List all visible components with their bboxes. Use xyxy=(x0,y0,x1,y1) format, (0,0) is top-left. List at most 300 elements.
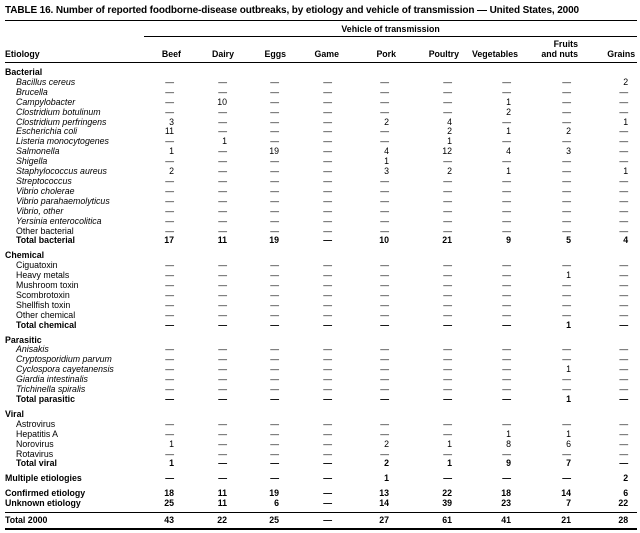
value-cell: — xyxy=(502,86,511,97)
span-header-row xyxy=(5,21,637,37)
value-cell: — xyxy=(270,344,279,355)
row-label: Unknown etiology xyxy=(5,498,81,509)
value-cell: — xyxy=(270,225,279,236)
value-cell: 9 xyxy=(506,235,511,246)
value-cell: — xyxy=(323,448,332,459)
value-cell: 10 xyxy=(379,235,389,246)
value-cell: — xyxy=(619,418,629,429)
data-row xyxy=(5,167,637,177)
value-cell: — xyxy=(270,185,279,196)
value-cell: — xyxy=(323,235,332,246)
value-cell: — xyxy=(562,260,571,271)
value-cell: — xyxy=(380,384,389,395)
value-cell: — xyxy=(218,280,227,291)
value-cell: — xyxy=(165,280,174,291)
column-header-label: Eggs xyxy=(264,48,286,59)
value-cell: — xyxy=(323,384,332,395)
value-cell: 1 xyxy=(623,166,629,177)
value-cell: — xyxy=(562,166,571,177)
value-cell: — xyxy=(323,195,332,206)
value-cell: — xyxy=(502,319,511,330)
value-cell: 11 xyxy=(217,235,227,246)
value-cell: — xyxy=(562,280,571,291)
value-cell: 1 xyxy=(506,428,511,439)
value-cell: — xyxy=(562,225,571,236)
value-cell: — xyxy=(270,394,279,404)
value-cell: — xyxy=(218,384,227,395)
value-cell: — xyxy=(619,280,629,291)
value-cell: — xyxy=(270,116,279,127)
column-header-label: Fruits xyxy=(553,39,578,49)
value-cell: — xyxy=(270,289,279,300)
value-cell: 9 xyxy=(506,458,511,469)
value-cell: — xyxy=(502,136,511,147)
value-cell: — xyxy=(619,146,629,157)
row-label: Total chemical xyxy=(16,319,77,330)
data-row xyxy=(5,177,637,187)
value-cell: — xyxy=(443,319,452,330)
value-cell: — xyxy=(218,270,227,281)
row-label: Total viral xyxy=(16,458,57,469)
value-cell: — xyxy=(270,166,279,177)
value-cell: — xyxy=(288,513,341,529)
value-cell: — xyxy=(165,270,174,281)
value-cell: — xyxy=(323,374,332,385)
value-cell: — xyxy=(443,418,452,429)
value-cell: — xyxy=(323,488,332,499)
row-label: Hepatitis A xyxy=(16,428,59,439)
value-cell: — xyxy=(270,86,279,97)
value-cell: — xyxy=(165,156,174,167)
value-cell: — xyxy=(619,438,629,449)
value-cell: — xyxy=(380,354,389,365)
data-row xyxy=(5,147,637,157)
value-cell: — xyxy=(323,473,332,484)
value-cell: — xyxy=(380,418,389,429)
value-cell: — xyxy=(323,344,332,355)
value-cell: — xyxy=(619,195,629,206)
value-cell: — xyxy=(165,309,174,320)
row-label: Mushroom toxin xyxy=(16,280,79,291)
value-cell: — xyxy=(562,86,571,97)
value-cell: 19 xyxy=(269,488,279,499)
value-cell: — xyxy=(323,146,332,157)
value-cell: — xyxy=(323,185,332,196)
value-cell: 1 xyxy=(447,136,452,147)
data-row xyxy=(5,321,637,331)
value-cell: — xyxy=(619,86,629,97)
value-cell: — xyxy=(619,175,629,186)
value-cell: — xyxy=(562,473,571,484)
value-cell: 10 xyxy=(217,96,227,107)
value-cell: — xyxy=(270,126,279,137)
row-label: Vibrio cholerae xyxy=(16,185,75,196)
value-cell: — xyxy=(562,96,571,107)
data-row xyxy=(5,137,637,147)
value-cell: — xyxy=(502,225,511,236)
section-header-row xyxy=(5,63,637,78)
value-cell: — xyxy=(323,156,332,167)
value-cell: — xyxy=(218,225,227,236)
value-cell: — xyxy=(218,428,227,439)
column-header-label: Poultry xyxy=(428,48,459,59)
value-cell: — xyxy=(218,76,227,87)
value-cell: — xyxy=(165,86,174,97)
value-cell: — xyxy=(443,354,452,365)
value-cell: — xyxy=(270,270,279,281)
value-cell: — xyxy=(218,448,227,459)
data-row xyxy=(5,291,637,301)
value-cell: — xyxy=(323,299,332,310)
table-body xyxy=(5,63,637,529)
value-cell: — xyxy=(502,418,511,429)
row-label: Clostridium perfringens xyxy=(16,116,107,127)
value-cell: — xyxy=(323,498,332,509)
data-row xyxy=(5,281,637,291)
value-cell: — xyxy=(165,344,174,355)
column-header xyxy=(398,37,461,63)
value-cell: — xyxy=(380,175,389,186)
footer-row xyxy=(5,484,637,499)
value-cell: 6 xyxy=(566,438,571,449)
value-cell: — xyxy=(323,260,332,271)
value-cell: — xyxy=(380,270,389,281)
value-cell: — xyxy=(323,289,332,300)
value-cell: — xyxy=(562,106,571,117)
row-label: Anisakis xyxy=(16,344,49,355)
value-cell: 4 xyxy=(623,235,629,246)
value-cell: — xyxy=(165,215,174,226)
value-cell: — xyxy=(165,374,174,385)
value-cell: 1 xyxy=(506,166,511,177)
value-cell: — xyxy=(502,299,511,310)
value-cell: — xyxy=(619,309,629,320)
value-cell: — xyxy=(165,394,174,404)
row-label: Trichinella spiralis xyxy=(16,384,86,395)
value-cell: — xyxy=(380,289,389,300)
row-label: Cryptosporidium parvum xyxy=(16,354,112,365)
value-cell: — xyxy=(443,215,452,226)
value-cell: — xyxy=(443,394,452,404)
row-label: Salmonella xyxy=(16,146,60,157)
column-header xyxy=(461,37,520,63)
value-cell: — xyxy=(323,364,332,375)
value-cell: 22 xyxy=(183,513,236,529)
data-row xyxy=(5,459,637,469)
value-cell: — xyxy=(443,374,452,385)
value-cell: — xyxy=(323,225,332,236)
data-row xyxy=(5,375,637,385)
value-cell: 1 xyxy=(506,96,511,107)
value-cell: — xyxy=(619,225,629,236)
value-cell: — xyxy=(165,205,174,216)
value-cell: — xyxy=(562,185,571,196)
value-cell: — xyxy=(218,126,227,137)
value-cell: — xyxy=(270,195,279,206)
value-cell: — xyxy=(380,205,389,216)
span-header-label: Vehicle of transmission xyxy=(144,21,637,37)
data-row xyxy=(5,197,637,207)
value-cell: — xyxy=(218,166,227,177)
value-cell: — xyxy=(380,344,389,355)
value-cell: — xyxy=(443,384,452,395)
value-cell: — xyxy=(323,428,332,439)
value-cell: — xyxy=(270,175,279,186)
value-cell: — xyxy=(619,156,629,167)
value-cell: — xyxy=(218,289,227,300)
row-label: Other bacterial xyxy=(16,225,74,236)
section-header: Bacterial xyxy=(5,67,43,77)
value-cell: 2 xyxy=(384,116,389,127)
value-cell: — xyxy=(380,309,389,320)
value-cell: 25 xyxy=(164,498,174,509)
value-cell: — xyxy=(218,418,227,429)
value-cell: — xyxy=(270,299,279,310)
value-cell: — xyxy=(380,374,389,385)
value-cell: — xyxy=(218,458,227,469)
value-cell: — xyxy=(443,205,452,216)
value-cell: 27 xyxy=(341,513,398,529)
value-cell: — xyxy=(270,136,279,147)
value-cell: — xyxy=(443,96,452,107)
data-row xyxy=(5,385,637,395)
footer-row xyxy=(5,469,637,484)
value-cell: — xyxy=(619,364,629,375)
value-cell: — xyxy=(562,205,571,216)
value-cell: — xyxy=(562,76,571,87)
value-cell: — xyxy=(270,473,279,484)
row-label: Rotavirus xyxy=(16,448,54,459)
value-cell: — xyxy=(380,96,389,107)
value-cell: — xyxy=(323,319,332,330)
row-label: Multiple etiologies xyxy=(5,473,82,484)
value-cell: — xyxy=(562,299,571,310)
value-cell: — xyxy=(443,289,452,300)
value-cell: — xyxy=(619,394,629,404)
value-cell: 2 xyxy=(623,76,629,87)
value-cell: 11 xyxy=(164,126,174,137)
column-header-label: Beef xyxy=(161,48,181,59)
value-cell: 19 xyxy=(269,146,279,157)
value-cell: — xyxy=(562,309,571,320)
value-cell: 11 xyxy=(217,498,227,509)
value-cell: — xyxy=(323,270,332,281)
value-cell: — xyxy=(165,106,174,117)
data-row xyxy=(5,261,637,271)
value-cell: 18 xyxy=(164,488,174,499)
value-cell: — xyxy=(323,280,332,291)
value-cell: — xyxy=(562,215,571,226)
value-cell: 18 xyxy=(501,488,511,499)
value-cell: — xyxy=(619,185,629,196)
value-cell: 1 xyxy=(566,270,571,281)
value-cell: — xyxy=(323,458,332,469)
value-cell: — xyxy=(323,106,332,117)
row-label: Confirmed etiology xyxy=(5,488,86,499)
value-cell: 2 xyxy=(447,126,452,137)
value-cell: — xyxy=(218,319,227,330)
value-cell: — xyxy=(323,205,332,216)
value-cell: — xyxy=(270,156,279,167)
row-label: Cyclospora cayetanensis xyxy=(16,364,114,375)
row-label: Other chemical xyxy=(16,309,76,320)
value-cell: 1 xyxy=(447,438,452,449)
value-cell: — xyxy=(619,344,629,355)
value-cell: — xyxy=(619,126,629,137)
value-cell: — xyxy=(323,96,332,107)
value-cell: — xyxy=(218,354,227,365)
value-cell: — xyxy=(165,299,174,310)
value-cell: 1 xyxy=(384,473,389,484)
value-cell: 5 xyxy=(566,235,571,246)
column-header-row xyxy=(5,37,637,63)
row-label: Norovirus xyxy=(16,438,54,449)
value-cell: 2 xyxy=(623,473,629,484)
data-row xyxy=(5,365,637,375)
row-label: Vibrio parahaemolyticus xyxy=(16,195,110,206)
value-cell: 1 xyxy=(623,116,629,127)
value-cell: — xyxy=(619,289,629,300)
value-cell: 17 xyxy=(164,235,174,246)
value-cell: 2 xyxy=(566,126,571,137)
value-cell: 11 xyxy=(217,488,227,499)
value-cell: — xyxy=(502,116,511,127)
value-cell: — xyxy=(270,364,279,375)
column-header-label: Game xyxy=(314,48,339,59)
value-cell: — xyxy=(562,156,571,167)
row-label: Clostridium botulinum xyxy=(16,106,101,117)
value-cell: — xyxy=(380,185,389,196)
value-cell: — xyxy=(619,96,629,107)
column-header xyxy=(520,37,580,63)
value-cell: — xyxy=(502,280,511,291)
data-row xyxy=(5,450,637,460)
column-header-label: and nuts xyxy=(541,48,578,59)
value-cell: — xyxy=(619,319,629,330)
value-cell: — xyxy=(218,309,227,320)
value-cell: — xyxy=(323,76,332,87)
value-cell: 2 xyxy=(506,106,511,117)
value-cell: — xyxy=(502,384,511,395)
value-cell: — xyxy=(270,309,279,320)
value-cell: — xyxy=(619,299,629,310)
column-header-label: Dairy xyxy=(211,48,234,59)
value-cell: — xyxy=(443,344,452,355)
value-cell: — xyxy=(218,215,227,226)
value-cell: 22 xyxy=(618,498,629,509)
value-cell: — xyxy=(443,156,452,167)
value-cell: — xyxy=(270,205,279,216)
section-header: Chemical xyxy=(5,250,45,261)
row-label: Total 2000 xyxy=(5,513,144,529)
value-cell: — xyxy=(380,195,389,206)
value-cell: — xyxy=(443,280,452,291)
value-cell: — xyxy=(502,448,511,459)
value-cell: — xyxy=(165,428,174,439)
column-header-label: Vegetables xyxy=(472,48,518,59)
value-cell: — xyxy=(323,116,332,127)
outbreaks-table xyxy=(5,21,637,530)
value-cell: — xyxy=(619,458,629,469)
value-cell: — xyxy=(619,374,629,385)
row-label: Bacillus cereus xyxy=(16,76,76,87)
row-label: Yersinia enterocolitica xyxy=(16,215,102,226)
value-cell: 22 xyxy=(442,488,452,499)
value-cell: 41 xyxy=(461,513,520,529)
section-header: Viral xyxy=(5,408,24,419)
value-cell: 3 xyxy=(566,146,571,157)
value-cell: — xyxy=(270,438,279,449)
value-cell: — xyxy=(619,260,629,271)
value-cell: — xyxy=(380,225,389,236)
value-cell: — xyxy=(165,136,174,147)
value-cell: — xyxy=(270,384,279,395)
value-cell: — xyxy=(502,260,511,271)
section-header-row xyxy=(5,246,637,261)
value-cell: 23 xyxy=(501,498,511,509)
value-cell: — xyxy=(165,195,174,206)
section-header-row xyxy=(5,331,637,346)
value-cell: — xyxy=(562,354,571,365)
value-cell: — xyxy=(619,448,629,459)
value-cell: — xyxy=(270,96,279,107)
data-row xyxy=(5,88,637,98)
value-cell: 7 xyxy=(566,458,571,469)
value-cell: — xyxy=(165,76,174,87)
value-cell: 1 xyxy=(169,438,174,449)
row-label: Escherichia coli xyxy=(16,126,78,137)
value-cell: — xyxy=(562,136,571,147)
value-cell: — xyxy=(502,289,511,300)
value-cell: — xyxy=(380,86,389,97)
value-cell: 21 xyxy=(442,235,452,246)
value-cell: 4 xyxy=(384,146,389,157)
value-cell: — xyxy=(502,156,511,167)
value-cell: — xyxy=(443,364,452,375)
value-cell: — xyxy=(380,76,389,87)
data-row xyxy=(5,227,637,237)
value-cell: — xyxy=(443,175,452,186)
row-label: Ciguatoxin xyxy=(16,260,58,271)
row-label: Staphylococcus aureus xyxy=(16,166,107,177)
table-title: TABLE 16. Number of reported foodborne-disease outbreaks, by etiology and vehicle of transmission — United States, 2000 xyxy=(5,4,637,21)
value-cell: — xyxy=(218,106,227,117)
value-cell: — xyxy=(502,76,511,87)
value-cell: — xyxy=(165,418,174,429)
value-cell: — xyxy=(270,76,279,87)
value-cell: — xyxy=(619,205,629,216)
value-cell: — xyxy=(619,136,629,147)
footer-row xyxy=(5,513,637,529)
value-cell: — xyxy=(165,260,174,271)
value-cell: 28 xyxy=(580,513,637,529)
value-cell: — xyxy=(443,195,452,206)
value-cell: — xyxy=(380,394,389,404)
value-cell: — xyxy=(380,299,389,310)
value-cell: 2 xyxy=(169,166,174,177)
column-header xyxy=(236,37,288,63)
value-cell: — xyxy=(218,473,227,484)
value-cell: 8 xyxy=(506,438,511,449)
value-cell: — xyxy=(165,364,174,375)
row-label: Shigella xyxy=(16,156,48,167)
section-header-row xyxy=(5,405,637,420)
value-cell: — xyxy=(443,473,452,484)
value-cell: 13 xyxy=(379,488,389,499)
value-cell: — xyxy=(270,458,279,469)
row-label: Brucella xyxy=(16,86,48,97)
value-cell: — xyxy=(619,428,629,439)
